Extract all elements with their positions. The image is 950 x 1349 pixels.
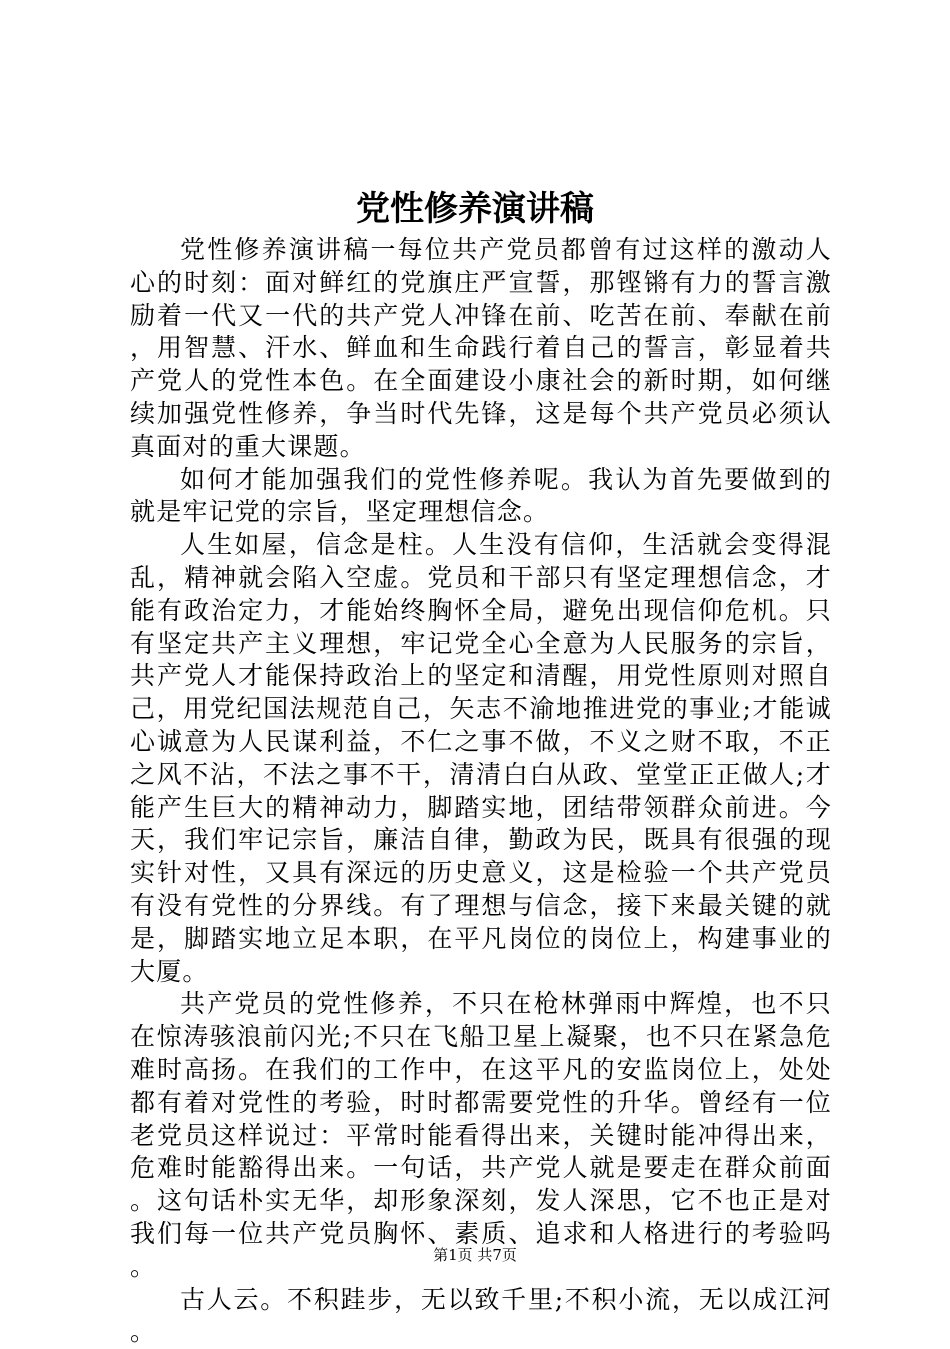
paragraph-2: 如何才能加强我们的党性修养呢。我认为首先要做到的就是牢记党的宗旨，坚定理想信念。: [130, 464, 832, 530]
paragraph-4: 共产党员的党性修养，不只在枪林弹雨中辉煌，也不只在惊涛骇浪前闪光;不只在飞船卫星上凝聚，也不只在紧急危难时高扬。在我们的工作中，在这平凡的安监岗位上，处处都有着对党性的考验，时时都需要党性的升华。曾经有一位老党员这样说过：平常时能看得出来，关键时能冲得出来，危难时能豁得出来。一句话，共产党人就是要走在群众前面。这句话朴实无华，却形象深刻，发人深思，它不也正是对我们每一位共产党员胸怀、素质、追求和人格进行的考验吗。: [130, 988, 832, 1283]
document-title: 党性修养演讲稿: [0, 187, 950, 231]
page-footer: 第1页 共7页: [0, 1245, 950, 1265]
paragraph-1: 党性修养演讲稿一每位共产党员都曾有过这样的激动人心的时刻：面对鲜红的党旗庄严宣誓，那铿锵有力的誓言激励着一代又一代的共产党人冲锋在前、吃苦在前、奉献在前，用智慧、汗水、鲜血和生命践行着自己的誓言，彰显着共产党人的党性本色。在全面建设小康社会的新时期，如何继续加强党性修养，争当时代先锋，这是每个共产党员必须认真面对的重大课题。: [130, 234, 832, 464]
paragraph-3: 人生如屋，信念是柱。人生没有信仰，生活就会变得混乱，精神就会陷入空虚。党员和干部只有坚定理想信念，才能有政治定力，才能始终胸怀全局，避免出现信仰危机。只有坚定共产主义理想，牢记党全心全意为人民服务的宗旨，共产党人才能保持政治上的坚定和清醒，用党性原则对照自己，用党纪国法规范自己，矢志不渝地推进党的事业;才能诚心诚意为人民谋利益，不仁之事不做，不义之财不取，不正之风不沾，不法之事不干，清清白白从政、堂堂正正做人;才能产生巨大的精神动力，脚踏实地，团结带领群众前进。今天，我们牢记宗旨，廉洁自律，勤政为民，既具有很强的现实针对性，又具有深远的历史意义，这是检验一个共产党员有没有党性的分界线。有了理想与信念，接下来最关键的就是，脚踏实地立足本职，在平凡岗位的岗位上，构建事业的大厦。: [130, 529, 832, 988]
document-body: [130, 234, 832, 1349]
paragraph-5: 古人云。不积跬步，无以致千里;不积小流，无以成江河。: [130, 1284, 832, 1349]
